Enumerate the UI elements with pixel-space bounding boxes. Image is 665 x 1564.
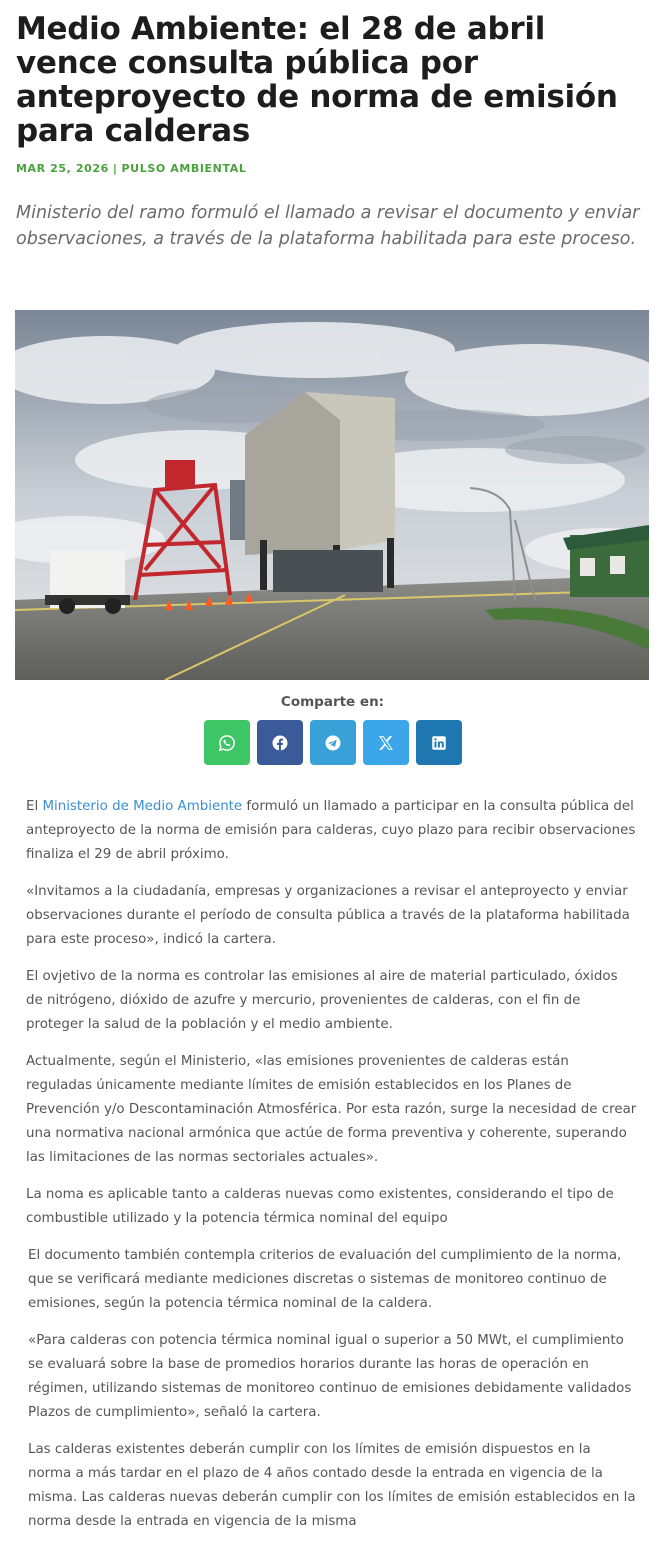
article-meta xyxy=(16,162,246,175)
article-title: Medio Ambiente: el 28 de abril vence consulta pública por anteproyecto de norma de emisión para calderas xyxy=(16,11,618,149)
x-share-button[interactable] xyxy=(363,720,409,765)
article-paragraph: La noma es aplicable tanto a calderas nuevas como existentes, considerando el tipo de combustible utilizado y la potencia térmica nominal del equipo xyxy=(26,1187,614,1226)
article-paragraph: El documento también contempla criterios de evaluación del cumplimiento de la norma, que se verificará mediante mediciones discretas o sistemas de monitoreo continuo de emisiones, según la potencia térmica nominal de la caldera. xyxy=(28,1248,622,1311)
article-paragraph: Las calderas existentes deberán cumplir con los límites de emisión dispuestos en la norma a más tardar en el plazo de 4 años contado desde la entrada en vigencia de la misma. Las calderas nuevas deberán cumplir con los límites de emisión establecidos en la norma desde la entrada en vigencia de la misma xyxy=(28,1442,636,1529)
telegram-share-button[interactable] xyxy=(310,720,356,765)
share-buttons xyxy=(204,720,462,765)
paragraph-text: formuló un llamado a participar en la consulta pública del anteproyecto de la norma de emisión para calderas, cuyo plazo para recibir observaciones finaliza el 29 de abril próximo. xyxy=(26,799,636,862)
x-icon xyxy=(377,734,395,752)
share-label: Comparte en: xyxy=(280,694,385,710)
hero-image xyxy=(15,310,649,680)
article-paragraph xyxy=(26,795,638,867)
telegram-icon xyxy=(324,734,342,752)
meta-separator: | xyxy=(112,162,118,175)
article-paragraph: «Invitamos a la ciudadanía, empresas y organizaciones a revisar el anteproyecto y enviar observaciones durante el período de consulta pública a través de la plataforma habilitada para este proceso», indicó la cartera. xyxy=(26,884,630,947)
article-source[interactable]: PULSO AMBIENTAL xyxy=(121,162,247,175)
ministerio-link[interactable]: Ministerio de Medio Ambiente xyxy=(42,799,243,814)
whatsapp-icon xyxy=(218,734,236,752)
facebook-icon xyxy=(271,734,289,752)
article-date: MAR 25, 2026 xyxy=(16,162,109,175)
article-body xyxy=(26,795,638,1547)
article-paragraph: «Para calderas con potencia térmica nominal igual o superior a 50 MWt, el cumplimiento se evaluará sobre la base de promedios horarios durante las horas de operación en régimen, utilizando sistemas de monitoreo continuo de emisiones debidamente validados Plazos de cumplimiento», señaló la cartera. xyxy=(28,1333,632,1420)
article-paragraph: Actualmente, según el Ministerio, «las emisiones provenientes de calderas están reguladas únicamente mediante límites de emisión establecidos en los Planes de Prevención y/o Descontaminación Atmosférica. Por esta razón, surge la necesidad de crear una normativa nacional armónica que actúe de forma preventiva y coherente, superando las limitaciones de las normas sectoriales actuales». xyxy=(26,1054,637,1165)
linkedin-share-button[interactable] xyxy=(416,720,462,765)
paragraph-text: El xyxy=(26,799,43,814)
article-excerpt: Ministerio del ramo formuló el llamado a revisar el documento y enviar observaciones, a través de la plataforma habilitada para este proceso. xyxy=(16,203,640,249)
linkedin-icon xyxy=(430,734,448,752)
whatsapp-share-button[interactable] xyxy=(204,720,250,765)
facebook-share-button[interactable] xyxy=(257,720,303,765)
article-paragraph: El ovjetivo de la norma es controlar las emisiones al aire de material particulado, óxidos de nitrógeno, dióxido de azufre y mercurio, provenientes de calderas, con el fin de proteger la salud de la población y el medio ambiente. xyxy=(26,969,618,1032)
